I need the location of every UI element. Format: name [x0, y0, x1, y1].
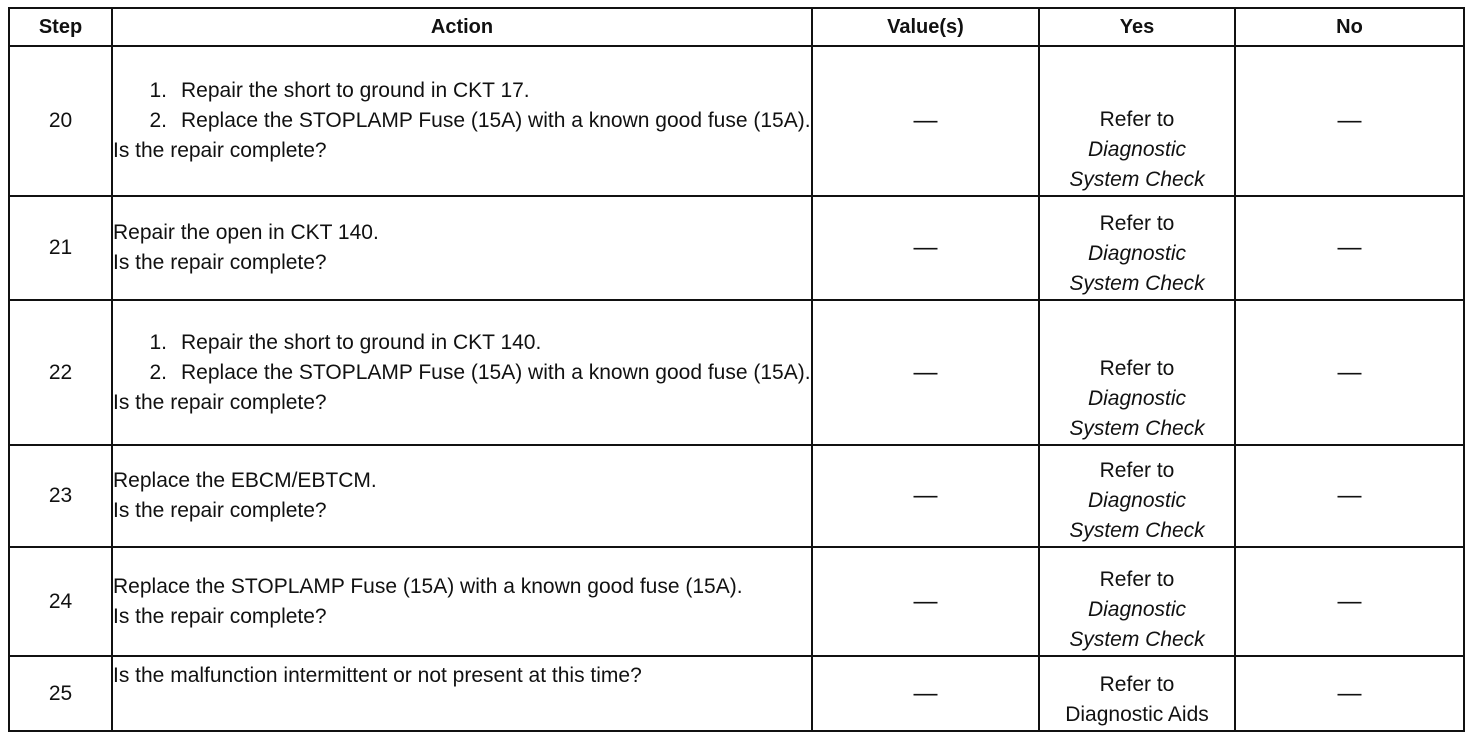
table-row [9, 46, 1464, 196]
yes-reference-link: Diagnostic [1087, 138, 1187, 161]
header-action: Action [112, 8, 812, 46]
action-item-number: 1. [149, 330, 167, 354]
step-number: 25 [9, 656, 112, 731]
action-item-text: Replace the STOPLAMP Fuse (15A) with a known good fuse (15A). [181, 109, 811, 132]
action-item-text: Repair the short to ground in CKT 140. [181, 330, 542, 354]
action-cell [112, 547, 812, 656]
no-cell: — [1235, 547, 1464, 656]
step-number: 21 [9, 196, 112, 300]
action-cell [112, 46, 812, 196]
action-cell [112, 445, 812, 547]
action-item-text: Repair the short to ground in CKT 17. [181, 79, 530, 102]
yes-reference-link: Diagnostic [1087, 387, 1187, 410]
yes-refer-text: Refer to [1099, 568, 1175, 591]
table-row [9, 656, 1464, 731]
diagnostic-table [8, 7, 1465, 732]
action-cell [112, 196, 812, 300]
table-row [9, 445, 1464, 547]
table-row [9, 300, 1464, 445]
header-yes: Yes [1039, 8, 1235, 46]
yes-refer-text: Refer to [1099, 459, 1175, 482]
header-row [9, 8, 1464, 46]
yes-refer-text: Refer to [1099, 108, 1175, 131]
action-line: Replace the EBCM/EBTCM. [113, 469, 377, 492]
yes-reference-link: System Check [1069, 628, 1205, 651]
yes-refer-text: Refer to [1099, 673, 1175, 696]
value-cell: — [812, 46, 1039, 196]
step-number: 22 [9, 300, 112, 445]
table-row [9, 547, 1464, 656]
table-row [9, 196, 1464, 300]
action-question: Is the repair complete? [113, 251, 327, 274]
yes-cell [1039, 196, 1235, 300]
no-cell: — [1235, 46, 1464, 196]
yes-refer-text: Refer to [1099, 212, 1175, 235]
action-item-text: Replace the STOPLAMP Fuse (15A) with a known good fuse (15A). [181, 360, 811, 384]
yes-reference-link: Diagnostic Aids [1065, 703, 1209, 726]
value-cell: — [812, 300, 1039, 445]
no-cell: — [1235, 196, 1464, 300]
action-question: Is the repair complete? [113, 390, 327, 414]
no-cell: — [1235, 445, 1464, 547]
yes-cell [1039, 656, 1235, 731]
action-question: Is the repair complete? [113, 139, 327, 162]
value-cell: — [812, 656, 1039, 731]
action-question: Is the repair complete? [113, 499, 327, 522]
no-cell: — [1235, 300, 1464, 445]
yes-cell [1039, 300, 1235, 445]
action-item [113, 358, 811, 388]
step-number: 23 [9, 445, 112, 547]
no-cell: — [1235, 656, 1464, 731]
yes-cell [1039, 547, 1235, 656]
action-item [113, 328, 811, 358]
yes-refer-text: Refer to [1099, 357, 1175, 380]
yes-reference-link: System Check [1069, 519, 1205, 542]
yes-cell [1039, 445, 1235, 547]
action-item [113, 76, 811, 106]
header-step: Step [9, 8, 112, 46]
yes-reference-link: Diagnostic [1087, 489, 1187, 512]
yes-reference-link: System Check [1069, 417, 1205, 440]
value-cell: — [812, 445, 1039, 547]
header-values: Value(s) [812, 8, 1039, 46]
value-cell: — [812, 196, 1039, 300]
action-line: Replace the STOPLAMP Fuse (15A) with a known good fuse (15A). [113, 574, 743, 598]
action-item-number: 2. [149, 360, 167, 384]
step-number: 24 [9, 547, 112, 656]
yes-reference-link: System Check [1069, 168, 1205, 191]
action-item-number: 1. [149, 79, 167, 102]
action-item-number: 2. [149, 109, 167, 132]
yes-reference-link: Diagnostic [1087, 242, 1187, 265]
value-cell: — [812, 547, 1039, 656]
step-number: 20 [9, 46, 112, 196]
action-question: Is the malfunction intermittent or not present at this time? [113, 664, 642, 687]
yes-reference-link: System Check [1069, 272, 1205, 295]
action-line: Repair the open in CKT 140. [113, 221, 379, 244]
yes-reference-link: Diagnostic [1087, 598, 1187, 621]
yes-cell [1039, 46, 1235, 196]
action-cell [112, 300, 812, 445]
header-no: No [1235, 8, 1464, 46]
action-item [113, 106, 811, 136]
action-cell [112, 656, 812, 731]
action-question: Is the repair complete? [113, 604, 327, 628]
